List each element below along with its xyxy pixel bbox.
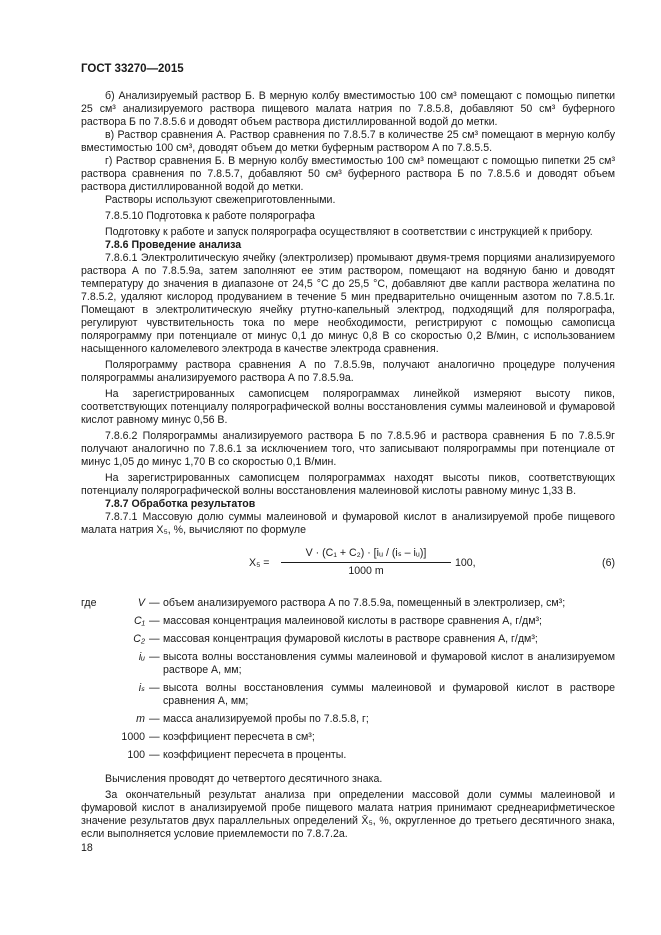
legend-lead-spacer <box>81 682 103 713</box>
legend-symbol: iₛ <box>138 682 145 694</box>
legend-dash: — <box>149 749 160 761</box>
paragraph-maleic-peak: На зарегистрированных самописцем полярограммах находят высоты пиков, соответствующих потенциалу полярографической волны восстановления малеиновой кислоты равному минус 1,33 В. <box>81 472 615 497</box>
legend-lead-spacer <box>81 749 103 767</box>
paragraph-fresh-solutions: Растворы используют свежеприготовленными. <box>105 194 336 206</box>
legend-row <box>81 633 615 651</box>
legend-dash: — <box>149 651 160 663</box>
legend-symbol: C₂ <box>133 633 145 645</box>
paragraph-7-8-6-2: 7.8.6.2 Полярограммы анализируемого раствора Б по 7.8.5.9б и раствора сравнения Б по 7.8.5.9г получают аналогично по 7.8.6.1 за исключением того, что записывают полярограммы при потенциале от минус 1,05 до минус 1,70 В со скоростью 0,1 В/мин. <box>81 430 615 468</box>
document-code: ГОСТ 33270—2015 <box>81 63 184 75</box>
formula-fraction <box>281 547 451 578</box>
legend-description: коэффициент пересчета в см³; <box>163 731 315 743</box>
legend-description: масса анализируемой пробы по 7.8.5.8, г; <box>163 713 369 725</box>
paragraph-reference-polarogram: Полярограмму раствора сравнения А по 7.8.5.9в, получают аналогично процедуре получения полярограммы анализируемого раствора А по 7.8.5.9а. <box>81 359 615 384</box>
legend-symbol: iᵤ <box>138 651 145 663</box>
formula-denominator: 1000 m <box>348 565 384 577</box>
formula-6 <box>81 545 615 587</box>
document-body <box>81 90 615 841</box>
legend-row <box>81 682 615 713</box>
legend-lead-spacer <box>81 651 103 682</box>
legend-description: объем анализируемого раствора А по 7.8.5.9а, помещенный в электролизер, см³; <box>163 597 566 609</box>
legend-description: высота волны восстановления суммы малеиновой и фумаровой кислот в анализируемом растворе А, мм; <box>163 651 615 676</box>
paragraph-final-result: За окончательный результат анализа при определении массовой доли суммы малеиновой и фумаровой кислот в анализируемой пробе пищевого малата натрия принимают среднеарифметическое значение результатов двух параллельных определений X̄₅, %, округленное до третьего десятичного знака, если выполняется условие приемлемости по 7.8.7.2а. <box>81 789 615 840</box>
legend-description: массовая концентрация малеиновой кислоты в растворе сравнения А, г/дм³; <box>163 615 542 627</box>
paragraph-peak-height: На зарегистрированных самописцем полярограммах линейкой измеряют высоту пиков, соответствующих потенциалу полярографической волны восстановления суммы малеиновой и фумаровой кислот равному минус 0,56 В. <box>81 388 615 426</box>
legend-row <box>81 615 615 633</box>
legend-lead-spacer <box>81 633 103 651</box>
legend-row <box>81 749 615 767</box>
paragraph-reference-a: в) Раствор сравнения А. Раствор сравнения по 7.8.5.7 в количестве 25 см³ помещают в мерную колбу вместимостью 100 см³, доводят объем до метки буферным раствором А по 7.8.5.5. <box>81 129 615 154</box>
paragraph-polarograph-prep-title: 7.8.5.10 Подготовка к работе полярографа <box>105 210 315 222</box>
formula-number: (6) <box>602 557 615 569</box>
legend-dash: — <box>149 597 160 609</box>
formula-legend <box>81 597 615 767</box>
legend-description: высота волны восстановления суммы малеиновой и фумаровой кислот в растворе сравнения А, мм; <box>163 682 615 707</box>
legend-dash: — <box>149 633 160 645</box>
paragraph-decimal-places: Вычисления проводят до четвертого десятичного знака. <box>105 773 383 785</box>
legend-lead-spacer <box>81 615 103 633</box>
legend-row <box>81 731 615 749</box>
formula-numerator: V · (C₁ + C₂) · [iᵤ / (iₛ – iᵤ)] <box>281 547 451 563</box>
formula-lhs: X₅ = <box>249 557 270 569</box>
legend-lead-spacer <box>81 731 103 749</box>
legend-symbol: m <box>136 713 145 725</box>
legend-row <box>81 597 615 615</box>
legend-dash: — <box>149 731 160 743</box>
legend-row <box>81 651 615 682</box>
legend-symbol: 100 <box>127 749 145 761</box>
section-heading-analysis: 7.8.6 Проведение анализа <box>105 239 242 251</box>
legend-dash: — <box>149 615 160 627</box>
legend-symbol: C₁ <box>134 615 145 627</box>
paragraph-7-8-6-1: 7.8.6.1 Электролитическую ячейку (электролизер) промывают двумя-тремя порциями анализируемого раствора А по 7.8.5.9а, затем заполняют ее этим раствором, помещают на водяную баню и доводят температуру до значения в диапазоне от 24,5 °С до 25,5 °С, добавляют две капли раствора желатина по 7.8.5.2, удаляют кислород продуванием в течение 5 мин предварительно очищенным азотом по 7.8.5.1г. Помещают в электролитическую ячейку ртутно-капельный электрод, подходящий для полярографа, регулируют чувствительность тока по мере необходимости, регистрируют с помощью самописца полярограмму при потенциале от минус 0,1 до минус 0,8 В со скоростью 0,2 В/мин, с использованием насыщенного каломелевого электрода в качестве электрода сравнения. <box>81 252 615 355</box>
legend-lead-spacer <box>81 713 103 731</box>
legend-row <box>81 713 615 731</box>
page-number: 18 <box>81 842 93 854</box>
legend-symbol: 1000 <box>121 731 145 743</box>
paragraph-7-8-7-1: 7.8.7.1 Массовую долю суммы малеиновой и фумаровой кислот в анализируемой пробе пищевого малата натрия X₅, %, вычисляют по формуле <box>81 511 615 536</box>
legend-lead: где <box>81 597 97 609</box>
legend-description: коэффициент пересчета в проценты. <box>163 749 347 761</box>
legend-dash: — <box>149 682 160 694</box>
paragraph-solution-b: б) Анализируемый раствор Б. В мерную колбу вместимостью 100 см³ помещают с помощью пипетки 25 см³ анализируемого раствора пищевого малата натрия по 7.8.5.8, добавляют 50 см³ буферного раствора Б по 7.8.5.6 и доводят объем раствора дистиллированной водой до метки. <box>81 90 615 128</box>
legend-symbol: V <box>137 597 145 609</box>
section-heading-results: 7.8.7 Обработка результатов <box>105 498 256 510</box>
paragraph-polarograph-prep: Подготовку к работе и запуск полярографа осуществляют в соответствии с инструкцией к прибору. <box>105 226 593 238</box>
paragraph-reference-b: г) Раствор сравнения Б. В мерную колбу вместимостью 100 см³ помещают с помощью пипетки 25 см³ раствора сравнения по 7.8.5.7, добавляют 50 см³ буферного раствора Б по 7.8.5.6 и доводят объем раствора дистиллированной водой до метки. <box>81 155 615 193</box>
legend-dash: — <box>149 713 160 725</box>
legend-description: массовая концентрация фумаровой кислоты в растворе сравнения А, г/дм³; <box>163 633 538 645</box>
formula-multiplier: 100, <box>455 557 476 569</box>
